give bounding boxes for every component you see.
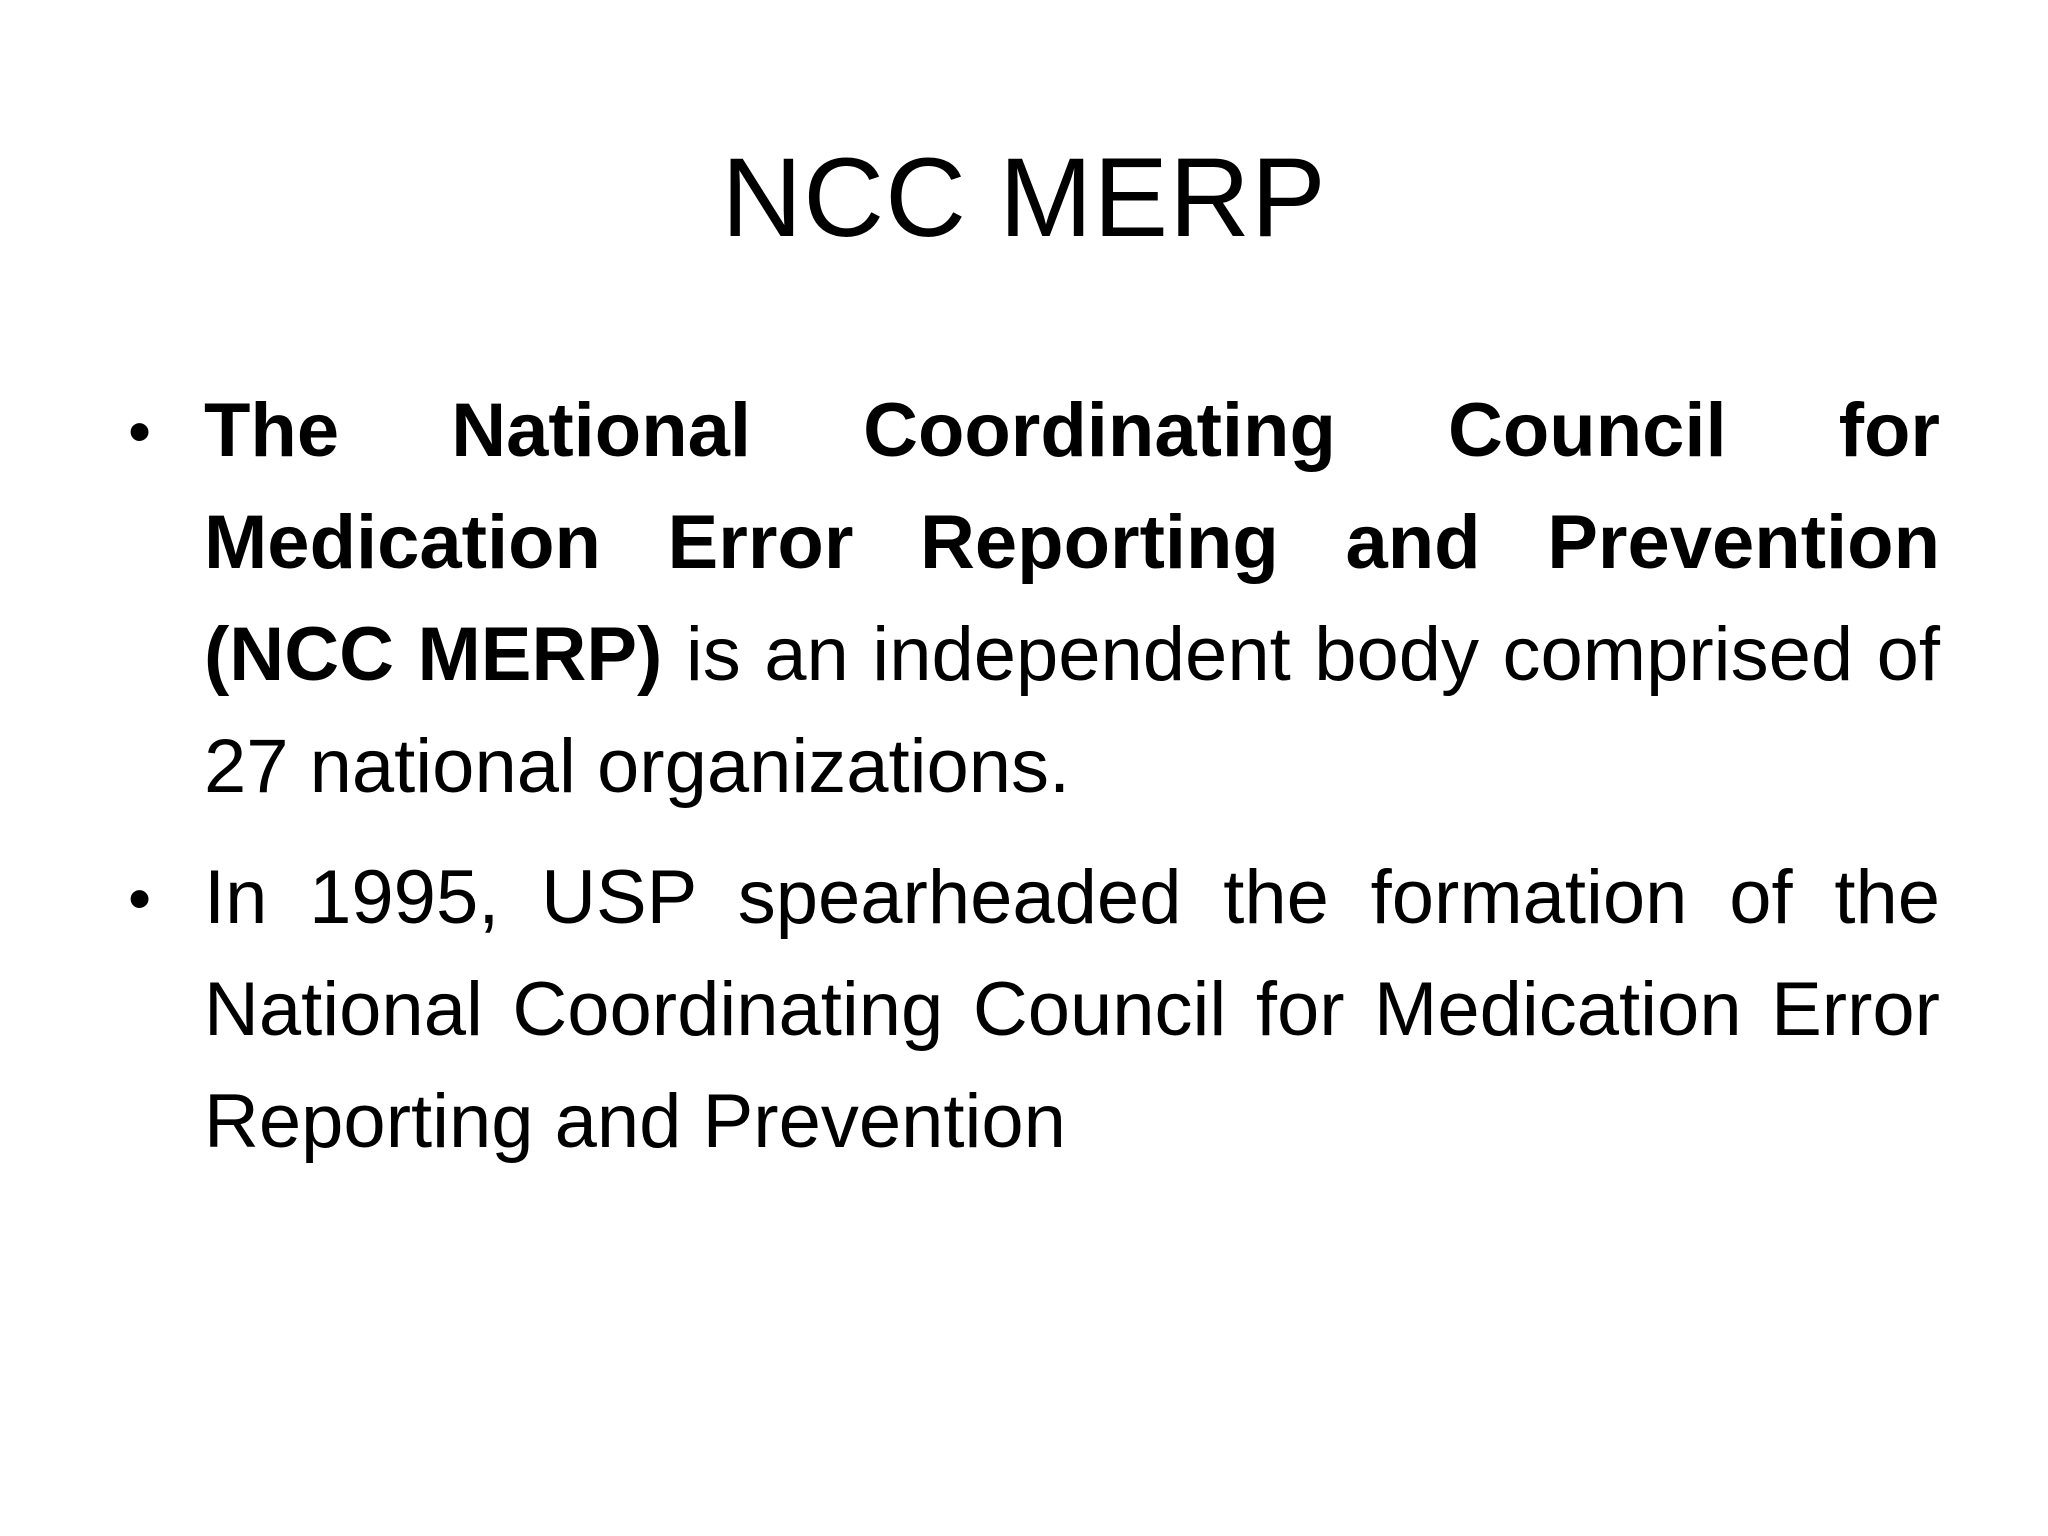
bullet-1-bold-text: The National Coordinating Council for Medication Error Reporting and Prevention (NCC MERP)	[204, 388, 1940, 697]
bullet-2-text: In 1995, USP spearheaded the formation of the National Coordinating Council for Medication Error Reporting and Prevention	[204, 855, 1940, 1164]
bullet-marker-icon: •	[128, 861, 152, 935]
bullet-item-2	[110, 842, 1940, 1178]
bullet-1-normal-text: is an independent body comprised of 27 national organizations.	[204, 612, 1940, 809]
bullet-list	[110, 375, 1940, 1197]
slide-title: NCC MERP	[721, 135, 1327, 260]
bullet-marker-icon: •	[128, 394, 152, 468]
bullet-item-1	[110, 375, 1940, 823]
